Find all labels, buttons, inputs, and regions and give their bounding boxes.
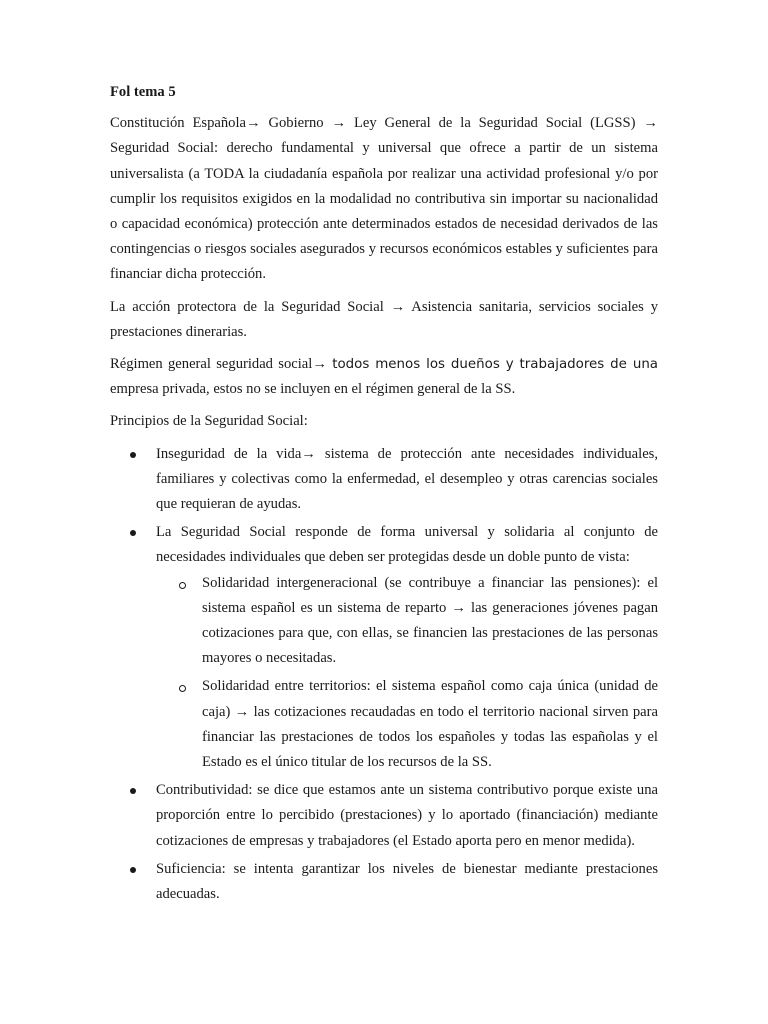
- list-item-text: Inseguridad de la vida→ sistema de protección ante necesidades individuales, familiares y colectivas como la enfermedad, el desempleo y otras carencias sociales que requieran de ayudas.: [156, 445, 658, 513]
- sublist-item-territorios: Solidaridad entre territorios: el sistema español como caja única (unidad de caja) → las cotizaciones recaudadas en todo el territorio nacional sirven para financiar las prestaciones de todos los españoles y todas las españolas y el Estado es el único titular de los recursos de la SS.: [156, 674, 658, 775]
- list-item-text: Contributividad: se dice que estamos ante un sistema contributivo porque existe una proporción entre lo percibido (prestaciones) y lo aportado (financiación) mediante cotizaciones de empresas y trabajadores (el Estado aporta pero en menor medida).: [156, 782, 658, 849]
- list-item-inseguridad: [110, 442, 658, 518]
- solidarity-sublist: [156, 571, 658, 776]
- principles-list: [110, 442, 658, 908]
- document-title: Fol tema 5: [110, 84, 176, 100]
- regimen-general-tail: empresa privada, estos no se incluyen en el régimen general de la SS.: [110, 381, 516, 398]
- regimen-general-highlight: todos menos los dueños y trabajadores de una: [332, 357, 659, 373]
- sublist-item-intergeneracional: Solidaridad intergeneracional (se contribuye a financiar las pensiones): el sistema español es un sistema de reparto → las generaciones jóvenes pagan cotizaciones para que, con ellas, se financien las prestaciones de las personas mayores o necesitadas.: [156, 571, 658, 672]
- list-item-contributividad: [110, 778, 658, 854]
- list-item-text: La Seguridad Social responde de forma universal y solidaria al conjunto de necesidades individuales que deben ser protegidas desde un doble punto de vista:: [156, 524, 658, 566]
- document-page: [110, 80, 658, 910]
- paragraph-lgss: Constitución Española→ Gobierno → Ley General de la Seguridad Social (LGSS) → Seguridad Social: derecho fundamental y universal que ofrece a partir de un sistema universalista (a TODA la ciudadanía española por realizar una actividad profesional y/o por cumplir los requisitos exigidos en la modalidad no contributiva sin importar su nacionalidad o capacidad económica) protección ante determinados estados de necesidad derivados de las contingencias o riesgos sociales asegurados y recursos económicos estables y suficientes para financiar dicha protección.: [110, 115, 658, 283]
- list-item-universal-solidaria: [110, 520, 658, 775]
- paragraph-regimen-general: [110, 352, 658, 402]
- list-item-suficiencia: [110, 857, 658, 907]
- paragraph-principios-heading: Principios de la Seguridad Social:: [110, 413, 308, 430]
- list-item-text: Suficiencia: se intenta garantizar los niveles de bienestar mediante prestaciones adecuadas.: [156, 860, 658, 903]
- regimen-general-lead: Régimen general seguridad social→: [110, 356, 333, 373]
- paragraph-accion-protectora: La acción protectora de la Seguridad Social → Asistencia sanitaria, servicios sociales y prestaciones dinerarias.: [110, 298, 658, 340]
